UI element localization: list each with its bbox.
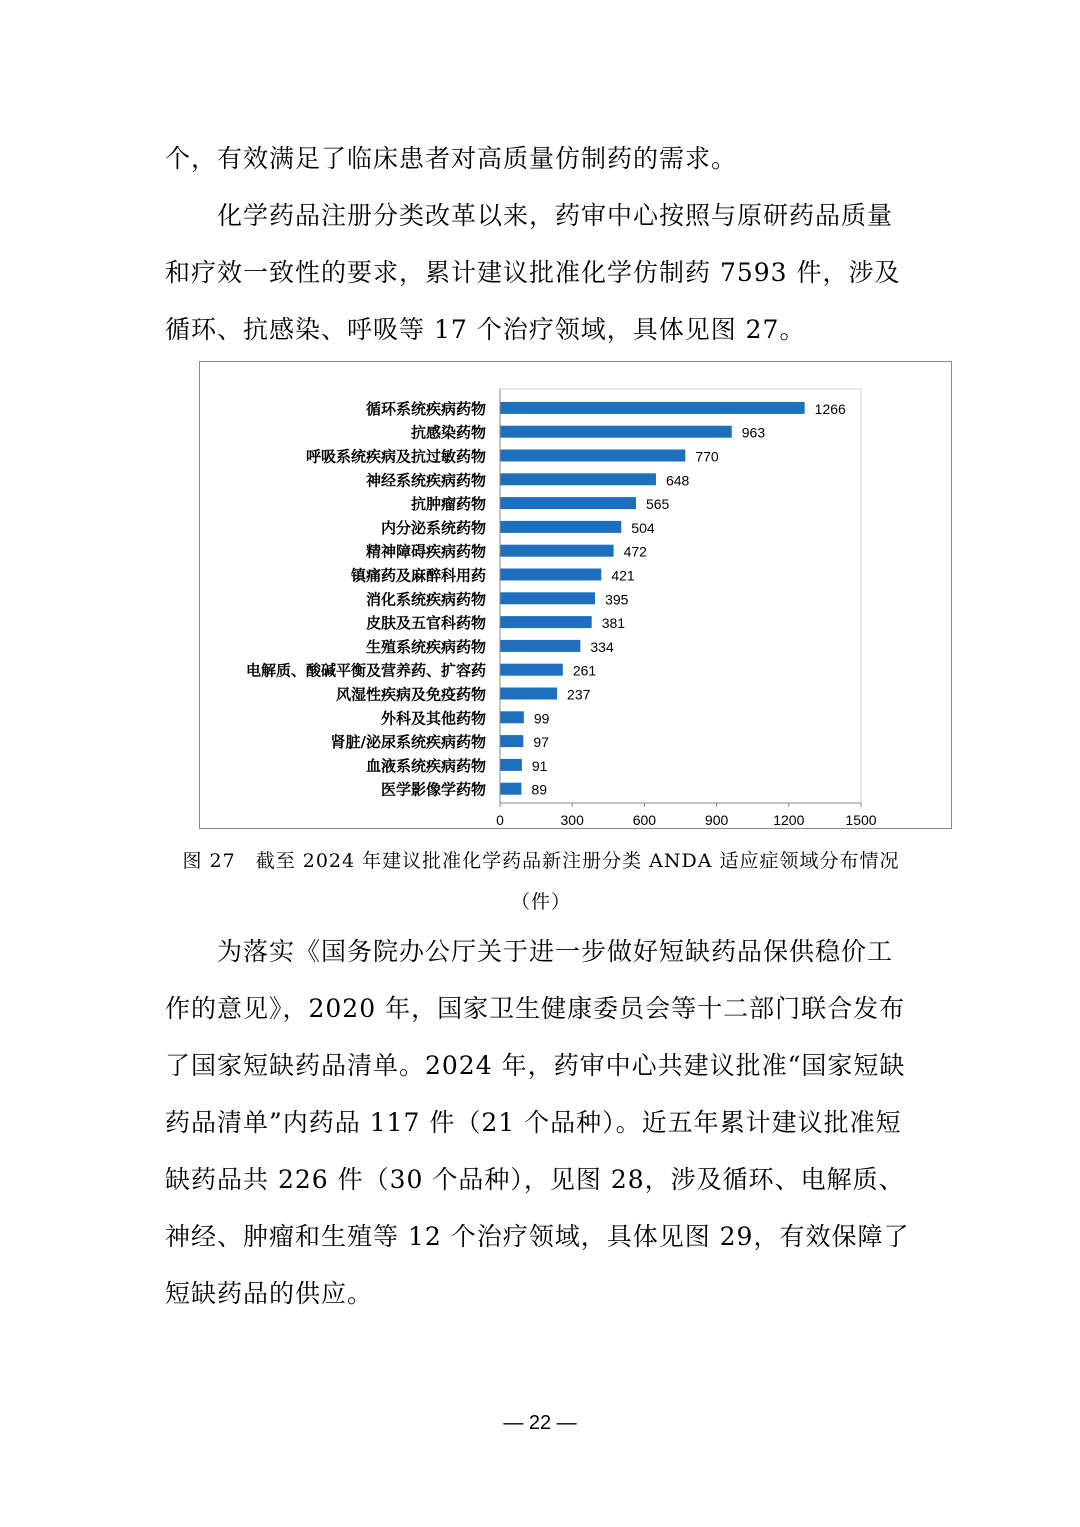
bar — [500, 450, 685, 462]
bar — [500, 688, 557, 700]
x-tick-label: 1500 — [845, 812, 877, 828]
category-label: 精神障碍疾病药物 — [365, 542, 486, 561]
category-label: 消化系统疾病药物 — [365, 590, 486, 609]
category-label: 生殖系统疾病药物 — [365, 637, 486, 656]
data-label: 565 — [645, 496, 670, 513]
x-tick-label: 900 — [704, 812, 729, 828]
bar — [500, 783, 521, 795]
paragraph-3: 为落实《国务院办公厅关于进一步做好短缺药品保供稳价工作的意见》，2020 年，国家卫生健康委员会等十二部门联合发布了国家短缺药品清单。2024 年，药审中心共建议批准“国家短缺药品清单”内药品 117 件（21 个品种）。近五年累计建议批准短缺药品共 226 件（30 个品种），见图 28，涉及循环、电解质、神经、肿瘤和生殖等 12 个治疗领域，具体见图 29，有效保障了短缺药品的供应。 — [165, 937, 910, 1308]
data-label: 421 — [611, 567, 635, 584]
data-label: 504 — [631, 519, 655, 536]
figure-caption: 图 27 截至 2024 年建议批准化学药品新注册分类 ANDA 适应症领域分布情况 — [182, 850, 900, 872]
data-label: 237 — [567, 686, 591, 703]
bar — [500, 640, 580, 652]
category-label: 抗感染药物 — [410, 423, 486, 442]
bar — [500, 497, 636, 509]
data-label: 381 — [601, 615, 626, 632]
category-label: 医学影像学药物 — [380, 780, 486, 799]
bar — [500, 664, 563, 676]
data-label: 648 — [665, 472, 690, 489]
data-label: 395 — [605, 591, 629, 608]
category-label: 内分泌系统药物 — [380, 518, 486, 537]
bar — [500, 711, 524, 723]
data-label: 1266 — [814, 400, 846, 417]
bar — [500, 592, 595, 604]
chart-svg — [200, 362, 953, 830]
bar — [500, 473, 656, 485]
bar — [500, 521, 621, 533]
data-label: 97 — [533, 734, 549, 751]
bar — [500, 426, 732, 438]
x-tick-label: 1200 — [773, 812, 805, 828]
data-label: 963 — [741, 424, 766, 441]
data-label: 89 — [531, 781, 547, 798]
bar — [500, 735, 523, 747]
category-label: 电解质、酸碱平衡及营养药、扩容药 — [245, 661, 486, 680]
bar-chart — [199, 361, 952, 829]
category-label: 皮肤及五官科药物 — [365, 614, 486, 633]
page-number: — 22 — — [503, 1412, 577, 1434]
x-tick-label: 0 — [496, 812, 504, 828]
bar — [500, 569, 601, 581]
data-label: 472 — [623, 543, 647, 560]
x-tick-label: 600 — [632, 812, 657, 828]
category-label: 血液系统疾病药物 — [365, 756, 486, 775]
data-label: 99 — [533, 710, 550, 727]
category-label: 肾脏/泌尿系统疾病药物 — [330, 733, 486, 752]
category-label: 神经系统疾病药物 — [365, 471, 486, 490]
bar — [500, 545, 614, 557]
data-label: 261 — [572, 662, 597, 679]
bar — [500, 402, 805, 414]
bar — [500, 616, 592, 628]
data-label: 334 — [590, 638, 614, 655]
data-label: 91 — [531, 757, 548, 774]
category-label: 抗肿瘤药物 — [410, 495, 486, 514]
figure-caption-unit: （件） — [510, 891, 571, 913]
bar — [500, 759, 522, 771]
paragraph-2: 化学药品注册分类改革以来，药审中心按照与原研药品质量和疗效一致性的要求，累计建议批准化学仿制药 7593 件，涉及循环、抗感染、呼吸等 17 个治疗领域，具体见图 27。 — [165, 201, 901, 344]
paragraph-1: 个，有效满足了临床患者对高质量仿制药的需求。 — [165, 144, 738, 173]
category-label: 风湿性疾病及免疫药物 — [335, 685, 486, 704]
data-label: 770 — [695, 448, 719, 465]
category-label: 外科及其他药物 — [380, 709, 486, 728]
category-label: 呼吸系统疾病及抗过敏药物 — [305, 447, 486, 466]
category-label: 镇痛药及麻醉科用药 — [350, 566, 486, 585]
category-label: 循环系统疾病药物 — [365, 399, 486, 418]
x-tick-label: 300 — [560, 812, 584, 828]
